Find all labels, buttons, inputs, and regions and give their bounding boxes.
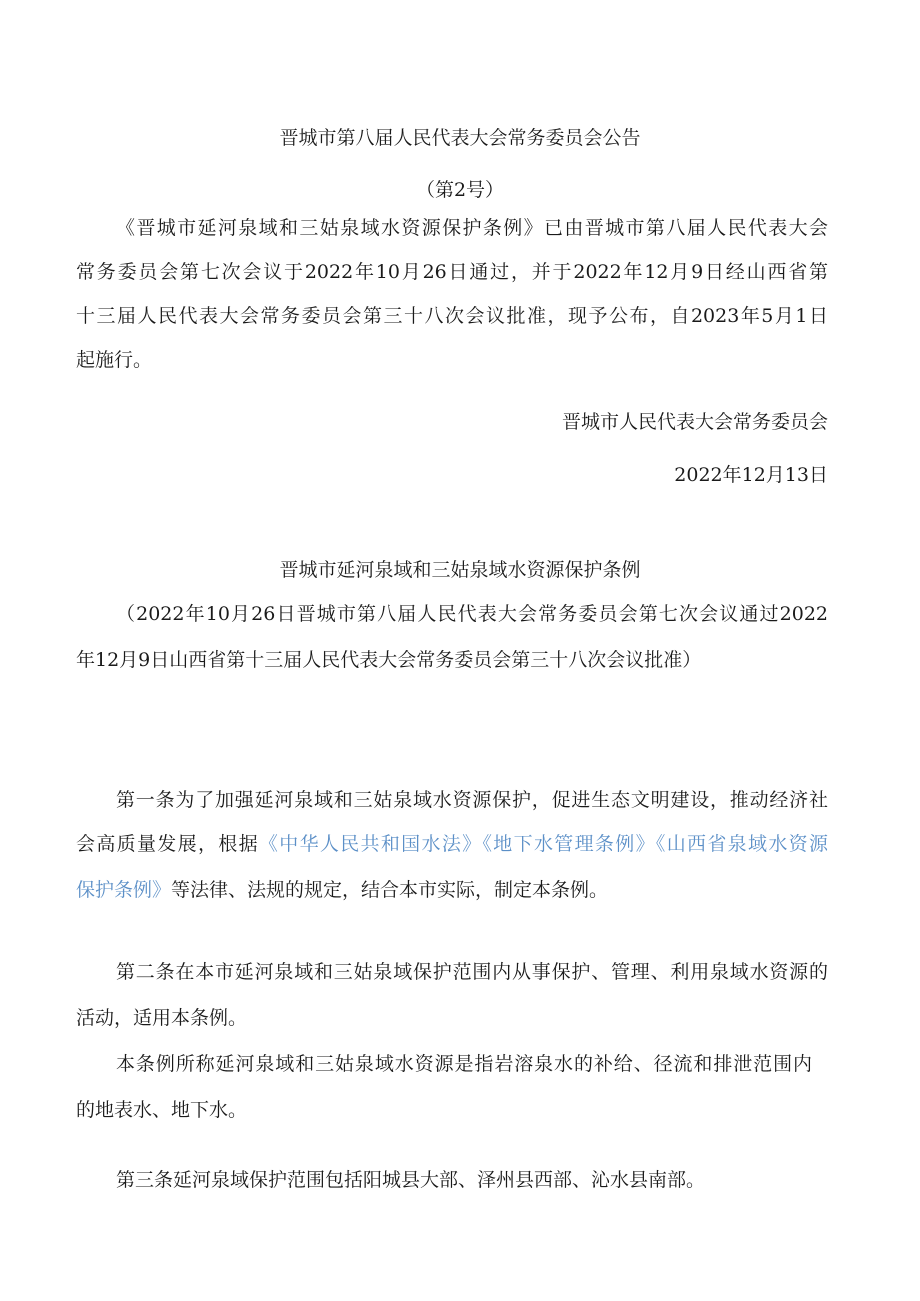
article-2-line-4: 的地表水、地下水。 [76, 1099, 248, 1121]
regulation-title: 晋城市延河泉域和三姑泉域水资源保护条例 [279, 559, 641, 581]
article-1-line-2 [76, 832, 828, 856]
law-references-link[interactable]: 《中华人民共和国水法》《地下水管理条例》《山西省泉域水资源 [258, 833, 828, 855]
announcement-title: 晋城市第八届人民代表大会常务委员会公告 [279, 127, 641, 149]
article-1-line-3-text: 等法律、法规的规定，结合本市实际，制定本条例。 [171, 879, 609, 901]
article-1-line-3 [76, 878, 608, 902]
article-1-line-2-text: 会高质量发展，根据 [76, 833, 259, 855]
article-2-line-1: 第二条在本市延河泉域和三姑泉域保护范围内从事保护、管理、利用泉域水资源的 [116, 961, 828, 983]
article-1-line-1: 第一条为了加强延河泉域和三姑泉域水资源保护，促进生态文明建设，推动经济社 [116, 789, 828, 811]
spring-protection-regulation-link[interactable]: 保护条例》 [76, 879, 172, 901]
regulation-note-line-1: （2022年10月26日晋城市第八届人民代表大会常务委员会第七次会议通过2022 [116, 603, 828, 625]
regulation-note-line-2: 年12月9日山西省第十三届人民代表大会常务委员会第三十八次会议批准） [76, 649, 702, 671]
announcement-body-line-4: 起施行。 [76, 349, 153, 371]
announcement-issuer: 晋城市人民代表大会常务委员会 [561, 411, 828, 433]
announcement-body-line-1: 《晋城市延河泉域和三姑泉域水资源保护条例》已由晋城市第八届人民代表大会 [116, 217, 828, 239]
announcement-body-line-3: 十三届人民代表大会常务委员会第三十八次会议批准，现予公布，自2023年5月1日 [76, 305, 828, 327]
announcement-body-line-2: 常务委员会第七次会议于2022年10月26日通过，并于2022年12月9日经山西省第 [76, 261, 828, 283]
article-2-line-3: 本条例所称延河泉域和三姑泉域水资源是指岩溶泉水的补给、径流和排泄范围内 [116, 1053, 812, 1075]
article-2-line-2: 活动，适用本条例。 [76, 1007, 248, 1029]
announcement-number: （第2号） [415, 179, 505, 201]
article-3-line-1: 第三条延河泉域保护范围包括阳城县大部、泽州县西部、沁水县南部。 [116, 1169, 706, 1191]
announcement-date: 2022年12月13日 [674, 464, 828, 486]
